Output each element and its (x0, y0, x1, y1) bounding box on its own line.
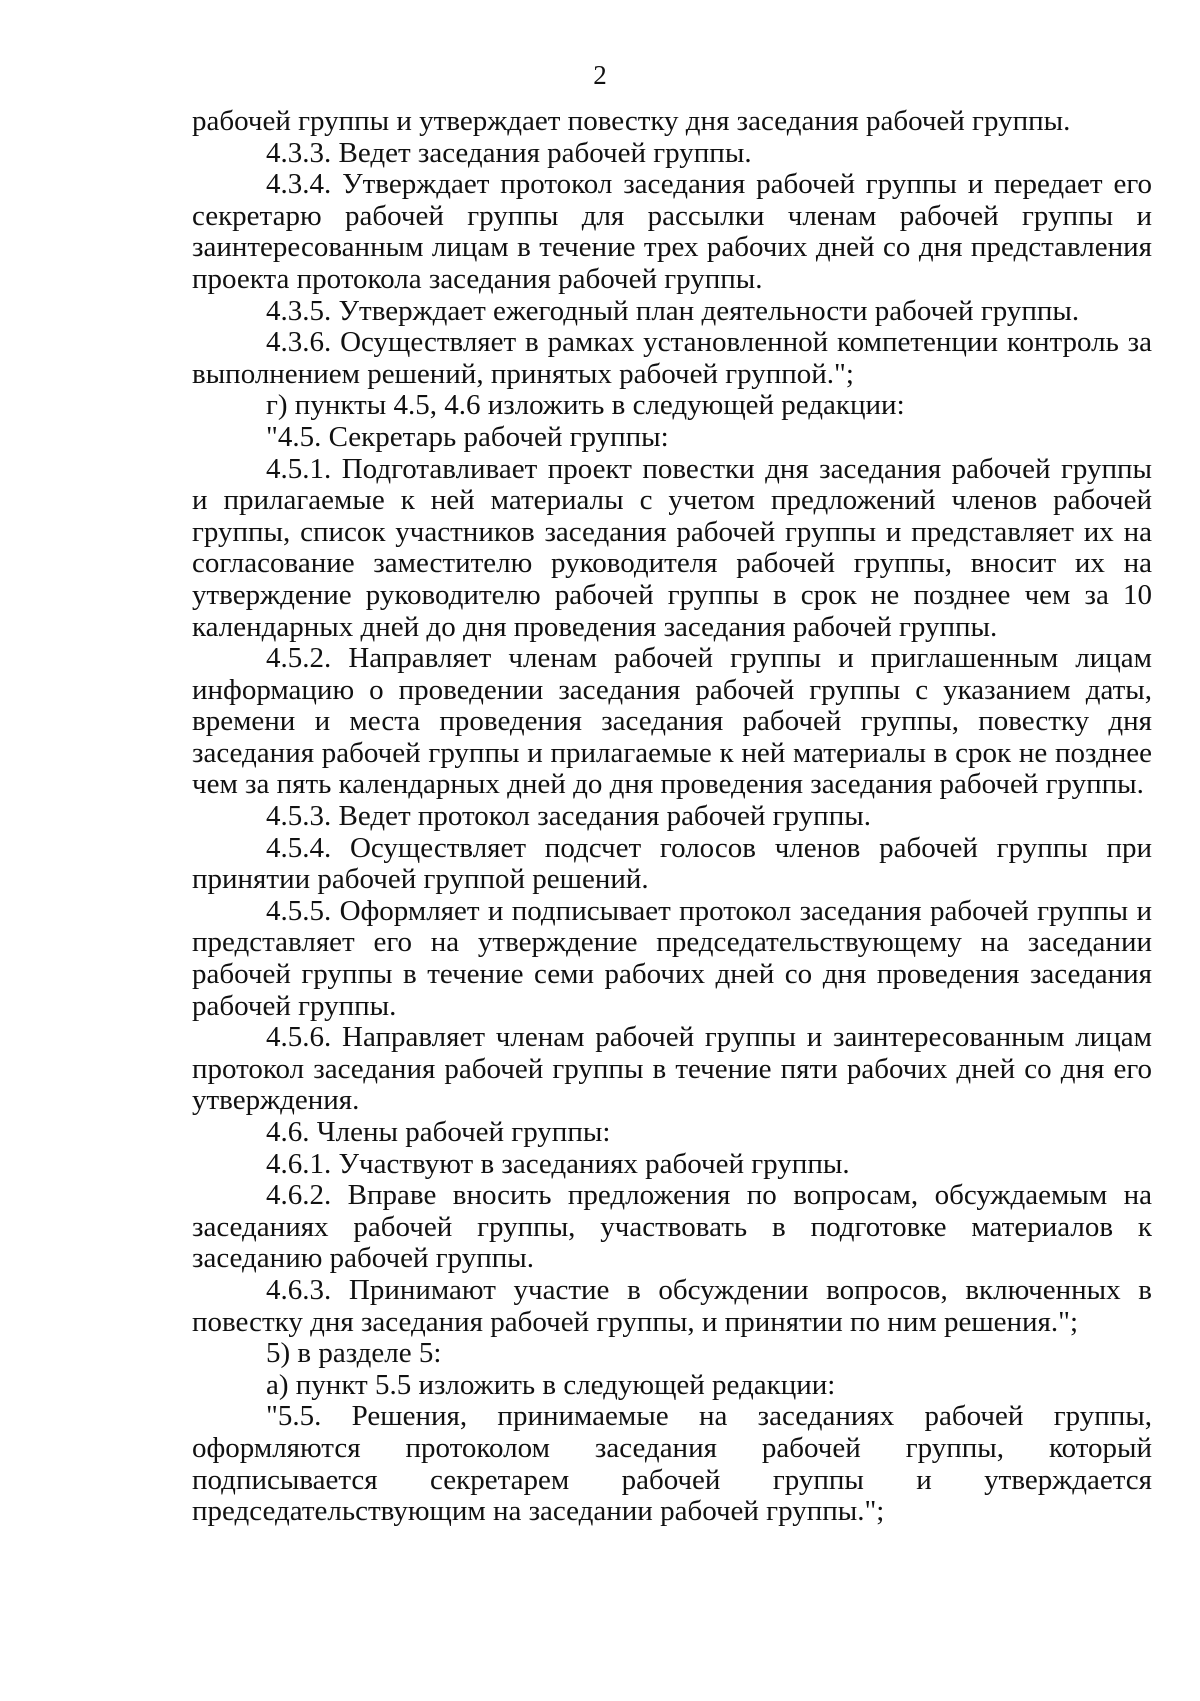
paragraph-4-5-6: 4.5.6. Направляет членам рабочей группы и заинтересованным лицам протокол заседания рабочей группы в течение пяти рабочих дней со дня его утверждения. (192, 1021, 1152, 1117)
paragraph-4-5-2: 4.5.2. Направляет членам рабочей группы и приглашенным лицам информацию о проведении заседания рабочей группы с указанием даты, времени и места проведения заседания рабочей группы, повестку дня заседания рабочей группы и прилагаемые к ней материалы в срок не позднее чем за пять календарных дней до дня проведения заседания рабочей группы. (192, 642, 1152, 801)
paragraph-5-5: "5.5. Решения, принимаемые на заседаниях рабочей группы, оформляются протоколом заседания рабочей группы, который подписывается секретарем рабочей группы и утверждается председательствующим на заседании рабочей группы."; (192, 1400, 1152, 1528)
paragraph-4-6-3: 4.6.3. Принимают участие в обсуждении вопросов, включенных в повестку дня заседания рабочей группы, и принятии по ним решения."; (192, 1273, 1152, 1338)
paragraph-4-5-5: 4.5.5. Оформляет и подписывает протокол заседания рабочей группы и представляет его на утверждение председательствующему на заседании рабочей группы в течение семи рабочих дней со дня проведения заседания рабочей группы. (192, 894, 1152, 1022)
paragraph-4-6-1: 4.6.1. Участвуют в заседаниях рабочей группы. (266, 1147, 850, 1180)
paragraph-4-5-4: 4.5.4. Осуществляет подсчет голосов членов рабочей группы при принятии рабочей группой решений. (192, 831, 1152, 896)
paragraph-amendment-g: г) пункты 4.5, 4.6 изложить в следующей редакции: (266, 389, 905, 422)
paragraph-4-3-3: 4.3.3. Ведет заседания рабочей группы. (266, 136, 752, 169)
paragraph-amendment-a: а) пункт 5.5 изложить в следующей редакции: (266, 1368, 836, 1401)
paragraph-4-6: 4.6. Члены рабочей группы: (266, 1116, 611, 1148)
page-number: 2 (593, 60, 607, 90)
paragraph-continuation: рабочей группы и утверждает повестку дня заседания рабочей группы. (192, 105, 1071, 137)
paragraph-4-5-1: 4.5.1. Подготавливает проект повестки дня заседания рабочей группы и прилагаемые к ней материалы с учетом предложений членов рабочей группы, список участников заседания рабочей группы и представляет их на согласование заместителю руководителя рабочей группы, вносит их на утверждение руководителю рабочей группы в срок не позднее чем за 10 календарных дней до дня проведения заседания рабочей группы. (192, 452, 1152, 643)
paragraph-section-5: 5) в разделе 5: (266, 1337, 442, 1370)
document-text (192, 106, 1152, 1528)
paragraph-4-5-3: 4.5.3. Ведет протокол заседания рабочей группы. (266, 800, 871, 833)
paragraph-4-3-4: 4.3.4. Утверждает протокол заседания рабочей группы и передает его секретарю рабочей группы для рассылки членам рабочей группы и заинтересованным лицам в течение трех рабочих дней со дня представления проекта протокола заседания рабочей группы. (192, 168, 1152, 295)
paragraph-4-5: "4.5. Секретарь рабочей группы: (266, 420, 669, 453)
paragraph-4-3-5: 4.3.5. Утверждает ежегодный план деятельности рабочей группы. (266, 294, 1080, 327)
paragraph-4-3-6: 4.3.6. Осуществляет в рамках установленной компетенции контроль за выполнением решений, принятых рабочей группой."; (192, 326, 1152, 390)
paragraph-4-6-2: 4.6.2. Вправе вносить предложения по вопросам, обсуждаемым на заседаниях рабочей группы, участвовать в подготовке материалов к заседанию рабочей группы. (192, 1179, 1152, 1275)
